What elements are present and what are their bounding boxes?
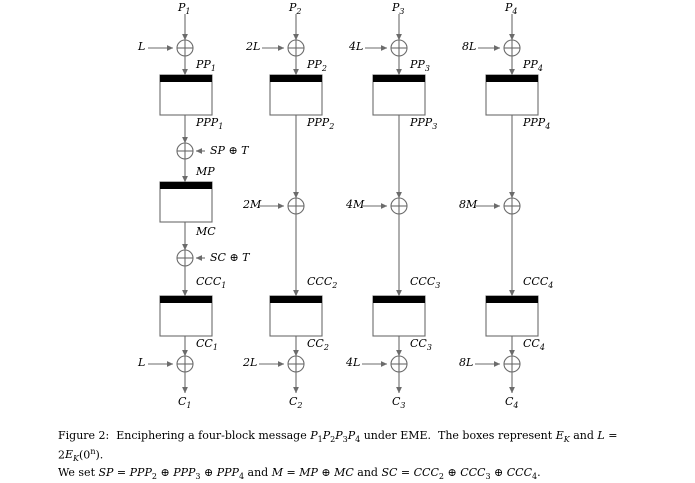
label-pp3: $PP_3$ <box>410 58 430 74</box>
label-cc3: $CC_3$ <box>410 337 432 353</box>
label-cc2: $CC_2$ <box>307 337 329 353</box>
label-c3: $C_3$ <box>392 395 406 411</box>
label-8m: 8M <box>459 198 478 211</box>
label-p1: $P_1$ <box>178 1 191 17</box>
label-sc-xor-t: SC ⊕ T <box>210 251 250 264</box>
label-2m: 2M <box>243 198 262 211</box>
label-mp: MP <box>196 165 215 178</box>
label-ccc3: $CCC_3$ <box>410 275 441 291</box>
label-l-bottom-1: L <box>138 356 146 369</box>
caption-line-1: Figure 2: Enciphering a four-block message $P_1P_2P_3P_4$ under EME. The boxes represent $E_K$ and $L = 2E_K(0^n)$. <box>58 429 618 464</box>
label-pp2: $PP_2$ <box>307 58 327 74</box>
label-pp1: $PP_1$ <box>196 58 216 74</box>
label-p3: $P_3$ <box>392 1 405 17</box>
label-ccc4: $CCC_4$ <box>523 275 554 291</box>
figure-caption <box>58 428 658 483</box>
label-4l-bottom: 4L <box>346 356 361 369</box>
label-ppp3: $PPP_3$ <box>410 116 438 132</box>
label-2l-top: 2L <box>246 40 261 53</box>
label-ppp2: $PPP_2$ <box>307 116 335 132</box>
label-4m: 4M <box>346 198 365 211</box>
label-pp4: $PP_4$ <box>523 58 543 74</box>
label-ppp1: $PPP_1$ <box>196 116 224 132</box>
label-8l-bottom: 8L <box>459 356 474 369</box>
label-sp-xor-t: SP ⊕ T <box>210 144 249 157</box>
label-l-top-1: L <box>138 40 146 53</box>
label-cc4: $CC_4$ <box>523 337 545 353</box>
label-p4: $P_4$ <box>505 1 518 17</box>
label-2l-bottom: 2L <box>243 356 258 369</box>
label-c2: $C_2$ <box>289 395 303 411</box>
label-c4: $C_4$ <box>505 395 519 411</box>
label-ppp4: $PPP_4$ <box>523 116 551 132</box>
label-ccc1: $CCC_1$ <box>196 275 227 291</box>
label-c1: $C_1$ <box>178 395 192 411</box>
label-p2: $P_2$ <box>289 1 302 17</box>
label-ccc2: $CCC_2$ <box>307 275 338 291</box>
label-mc: MC <box>196 225 216 238</box>
label-8l-top: 8L <box>462 40 477 53</box>
caption-line-2: We set SP = $PPP_2$ ⊕ $PPP_3$ ⊕ $PPP_4$ and M = MP ⊕ MC and SC = $CCC_2$ ⊕ $CCC_3$ ⊕ $CCC_4$. <box>58 466 541 482</box>
label-4l-top: 4L <box>349 40 364 53</box>
label-cc1: $CC_1$ <box>196 337 218 353</box>
